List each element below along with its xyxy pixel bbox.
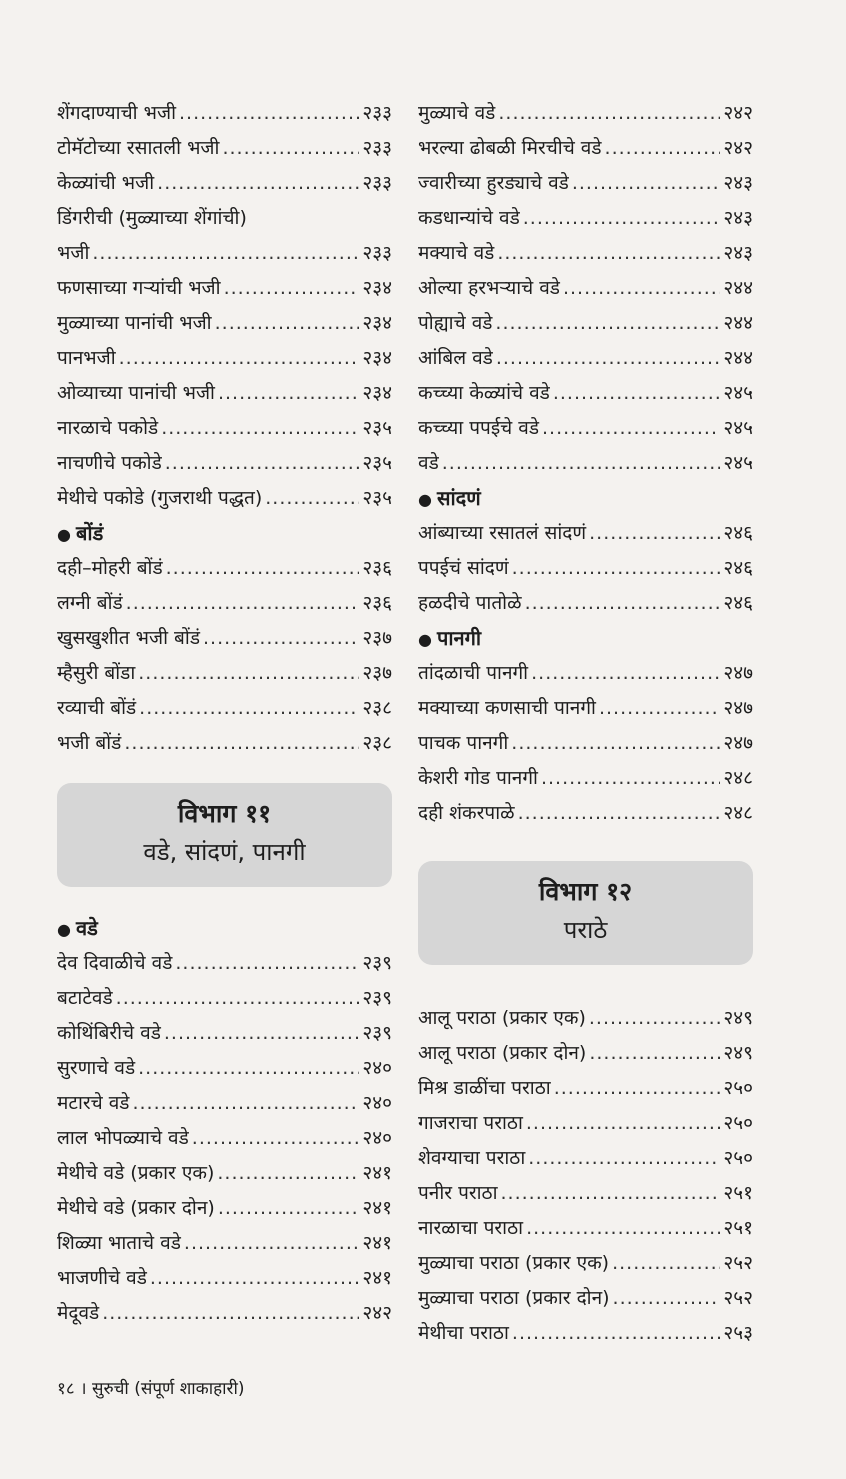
entry-page: २३७	[362, 662, 392, 684]
entry-title: खुसखुशीत भजी बोंडं	[57, 627, 200, 649]
toc-entry	[418, 446, 753, 481]
entry-title: भजी	[57, 242, 90, 264]
entry-page: २३४	[362, 382, 392, 404]
dot-leader	[265, 481, 359, 516]
entry-title: पाचक पानगी	[418, 732, 509, 754]
entry-page: २४१	[362, 1197, 392, 1219]
entry-title: मेथीचे वडे (प्रकार एक)	[57, 1162, 215, 1184]
dot-leader	[92, 236, 359, 271]
entry-page: २५०	[723, 1112, 753, 1134]
entry-page: २३६	[362, 557, 392, 579]
entry-list	[57, 551, 392, 761]
entry-page: २४१	[362, 1232, 392, 1254]
entry-title: फणसाच्या गऱ्यांची भजी	[57, 277, 221, 299]
dot-leader	[442, 446, 721, 481]
dot-leader	[138, 1051, 359, 1086]
toc-entry	[418, 1001, 753, 1036]
dot-leader	[175, 946, 359, 981]
entry-page: २५१	[723, 1217, 753, 1239]
dot-leader	[138, 656, 359, 691]
entry-list	[418, 1001, 753, 1351]
entry-page: २३८	[362, 697, 392, 719]
toc-entry	[57, 1191, 392, 1226]
entry-page: २४१	[362, 1267, 392, 1289]
entry-title: ओव्याच्या पानांची भजी	[57, 382, 215, 404]
dot-leader	[139, 691, 359, 726]
dot-leader	[572, 166, 721, 201]
dot-leader	[512, 1316, 720, 1351]
entry-title: केशरी गोड पानगी	[418, 767, 538, 789]
entry-page: २४९	[723, 1007, 753, 1029]
toc-entry	[418, 551, 753, 586]
entry-page: २४८	[723, 802, 753, 824]
entry-page: २४२	[723, 102, 753, 124]
entry-page: २३५	[362, 487, 392, 509]
entry-page: २४४	[723, 312, 753, 334]
entry-page: २४६	[723, 522, 753, 544]
section-banner	[418, 861, 753, 965]
dot-leader	[203, 621, 359, 656]
toc-entry	[418, 516, 753, 551]
entry-page: २४३	[723, 207, 753, 229]
entry-page: २४२	[723, 137, 753, 159]
entry-list	[418, 516, 753, 621]
dot-leader	[523, 201, 721, 236]
toc-entry	[418, 341, 753, 376]
entry-title: कच्च्या पपईचे वडे	[418, 417, 540, 439]
toc-entry	[57, 341, 392, 376]
entry-page: २४४	[723, 277, 753, 299]
toc-entry	[57, 1121, 392, 1156]
entry-title: हळदीचे पातोळे	[418, 592, 522, 614]
page-footer	[57, 1376, 245, 1399]
toc-entry	[418, 691, 753, 726]
section-heading: ● सांदणं	[418, 486, 481, 510]
dot-leader	[165, 446, 360, 481]
dot-leader	[528, 1141, 720, 1176]
toc-entry	[57, 946, 392, 981]
entry-page: २३३	[362, 172, 392, 194]
entry-title: पोह्याचे वडे	[418, 312, 493, 334]
entry-page: २४७	[723, 732, 753, 754]
entry-list	[57, 271, 392, 516]
toc-entry	[418, 376, 753, 411]
entry-title: गाजराचा पराठा	[418, 1112, 523, 1134]
dot-leader	[613, 1281, 721, 1316]
bullet-icon: ●	[418, 630, 432, 649]
entry-page: २५२	[723, 1252, 753, 1274]
entry-page: २३५	[362, 417, 392, 439]
entry-title: मुळ्याचा पराठा (प्रकार एक)	[418, 1252, 610, 1274]
toc-entry	[57, 1226, 392, 1261]
dot-leader	[179, 96, 359, 131]
entry-title: देव दिवाळीचे वडे	[57, 952, 173, 974]
entry-page: २४१	[362, 1162, 392, 1184]
dot-leader	[599, 691, 720, 726]
toc-entry	[57, 411, 392, 446]
footer-book-title: सुरुची (संपूर्ण शाकाहारी)	[91, 1379, 245, 1399]
entry-page: २३८	[362, 732, 392, 754]
entry-page: २३७	[362, 627, 392, 649]
entry-page: २३९	[362, 1022, 392, 1044]
dot-leader	[116, 981, 360, 1016]
entry-list	[57, 946, 392, 1331]
entry-page: २५०	[723, 1147, 753, 1169]
toc-entry	[418, 1246, 753, 1281]
entry-page: २३३	[362, 242, 392, 264]
entry-page: २४९	[723, 1042, 753, 1064]
section-banner	[57, 783, 392, 887]
dot-leader	[498, 96, 720, 131]
entry-title: नारळाचे पकोडे	[57, 417, 159, 439]
entry-title: रव्याची बोंडं	[57, 697, 137, 719]
toc-entry	[418, 761, 753, 796]
entry-title: वडे	[418, 452, 439, 474]
toc-entry	[57, 1156, 392, 1191]
toc-entry	[57, 166, 392, 201]
entry-list	[418, 96, 753, 481]
section-heading: ● पानगी	[418, 626, 482, 650]
entry-title: कोथिंबिरीचे वडे	[57, 1022, 161, 1044]
dot-leader	[511, 726, 720, 761]
toc-entry	[418, 1211, 753, 1246]
bullet-icon: ●	[57, 920, 71, 939]
dot-leader	[541, 761, 720, 796]
dot-leader	[164, 1016, 359, 1051]
entry-page: २३९	[362, 952, 392, 974]
toc-entry	[57, 481, 392, 516]
entry-page: २३४	[362, 312, 392, 334]
entry-title: दही शंकरपाळे	[418, 802, 515, 824]
toc-entry	[418, 271, 753, 306]
toc-entry	[418, 201, 753, 236]
entry-title: पपईचं सांदणं	[418, 557, 509, 579]
toc-entry	[57, 691, 392, 726]
toc-entry	[57, 621, 392, 656]
dot-leader	[150, 1261, 359, 1296]
dot-leader	[531, 656, 720, 691]
toc-entry	[418, 306, 753, 341]
entry-page: २३६	[362, 592, 392, 614]
toc-entry	[418, 796, 753, 831]
entry-page: २५०	[723, 1077, 753, 1099]
left-column	[57, 96, 392, 1331]
entry-title: आलू पराठा (प्रकार एक)	[418, 1007, 586, 1029]
toc-entry	[57, 981, 392, 1016]
footer-separator: ।	[80, 1379, 87, 1399]
dot-leader	[501, 1176, 721, 1211]
entry-page: २४७	[723, 662, 753, 684]
toc-entry	[57, 1051, 392, 1086]
entry-page: २३४	[362, 277, 392, 299]
entry-page: २३९	[362, 987, 392, 1009]
dot-leader	[161, 411, 359, 446]
entry-title: पानभजी	[57, 347, 116, 369]
toc-entry	[418, 96, 753, 131]
toc-entry	[418, 1176, 753, 1211]
toc-entry	[57, 271, 392, 306]
dot-leader	[224, 271, 360, 306]
entry-title: कडधान्यांचे वडे	[418, 207, 520, 229]
toc-entry	[418, 726, 753, 761]
toc-entry	[418, 586, 753, 621]
toc-entry	[57, 306, 392, 341]
entry-title: भाजणीचे वडे	[57, 1267, 147, 1289]
entry-page: २३४	[362, 347, 392, 369]
banner-subtitle: वडे, सांदणं, पानगी	[143, 838, 306, 866]
toc-entry	[57, 236, 392, 271]
toc-entry	[57, 131, 392, 166]
entry-title: भजी बोंडं	[57, 732, 122, 754]
dot-leader	[126, 586, 360, 621]
dot-leader	[192, 1121, 360, 1156]
entry-page: २५३	[723, 1322, 753, 1344]
dot-leader	[124, 726, 359, 761]
entry-page: २४०	[362, 1092, 392, 1114]
section-heading: ● वडे	[57, 916, 98, 940]
entry-title: तांदळाची पानगी	[418, 662, 529, 684]
entry-page: २४६	[723, 557, 753, 579]
entry-title: नारळाचा पराठा	[418, 1217, 524, 1239]
entry-title: मुळ्याच्या पानांची भजी	[57, 312, 212, 334]
dot-leader	[526, 1106, 720, 1141]
right-column	[418, 96, 753, 1351]
section-heading: ● बोंडं	[57, 521, 104, 545]
toc-entry	[418, 411, 753, 446]
toc-entry	[418, 131, 753, 166]
entry-list	[57, 96, 392, 201]
entry-page: २५२	[723, 1287, 753, 1309]
entry-title: ओल्या हरभऱ्याचे वडे	[418, 277, 560, 299]
entry-page: २४७	[723, 697, 753, 719]
toc-entry	[57, 726, 392, 761]
entry-title: मुळ्याचे वडे	[418, 102, 496, 124]
entry-title: ज्वारीच्या हुरड्याचे वडे	[418, 172, 569, 194]
entry-title: केळ्यांची भजी	[57, 172, 155, 194]
entry-title: शेंगदाण्याची भजी	[57, 102, 176, 124]
entry-title: लाल भोपळ्याचे वडे	[57, 1127, 189, 1149]
toc-entry	[418, 656, 753, 691]
toc-entry	[57, 1086, 392, 1121]
banner-subtitle: पराठे	[563, 916, 608, 944]
entry-page: २४५	[723, 382, 753, 404]
footer-page-number: १८	[57, 1379, 75, 1399]
entry-page: २४३	[723, 242, 753, 264]
dot-leader	[518, 796, 721, 831]
toc-entry	[57, 1261, 392, 1296]
dot-leader	[589, 516, 720, 551]
dot-leader	[222, 131, 359, 166]
entry-page: २४५	[723, 452, 753, 474]
entry-page: २३५	[362, 452, 392, 474]
entry-title: मेथीचा पराठा	[418, 1322, 509, 1344]
entry-page: २४०	[362, 1057, 392, 1079]
toc-entry	[418, 236, 753, 271]
entry-title: भरल्या ढोबळी मिरचीचे वडे	[418, 137, 602, 159]
dot-leader	[157, 166, 359, 201]
entry-page: २४०	[362, 1127, 392, 1149]
toc-entry	[57, 551, 392, 586]
entry-title: मिश्र डाळींचा पराठा	[418, 1077, 551, 1099]
bullet-icon: ●	[57, 525, 71, 544]
entry-page: २४३	[723, 172, 753, 194]
dot-leader	[553, 376, 721, 411]
dot-leader	[526, 1211, 720, 1246]
entry-title: मटारचे वडे	[57, 1092, 130, 1114]
entry-title: शेवग्याचा पराठा	[418, 1147, 526, 1169]
dot-leader	[554, 1071, 721, 1106]
dot-leader	[218, 376, 359, 411]
entry-title: टोमॅटोच्या रसातली भजी	[57, 137, 220, 159]
entry-page: २४४	[723, 347, 753, 369]
toc-entry	[57, 446, 392, 481]
entry-page: २४८	[723, 767, 753, 789]
entry-title: सुरणाचे वडे	[57, 1057, 136, 1079]
entry-title: मेदूवडे	[57, 1302, 100, 1324]
toc-entry	[57, 1296, 392, 1331]
toc-entry	[418, 1316, 753, 1351]
entry-title: मक्याचे वडे	[418, 242, 495, 264]
dot-leader	[605, 131, 721, 166]
toc-entry	[418, 1281, 753, 1316]
dot-leader	[217, 1156, 359, 1191]
entry-page: २४६	[723, 592, 753, 614]
dot-leader	[218, 1191, 360, 1226]
dot-leader	[215, 306, 360, 341]
entry-page: २३३	[362, 102, 392, 124]
toc-entry	[57, 1016, 392, 1051]
toc-entry	[418, 1106, 753, 1141]
bullet-icon: ●	[418, 490, 432, 509]
entry-title: आंब्याच्या रसातलं सांदणं	[418, 522, 587, 544]
entry-title: दही–मोहरी बोंडं	[57, 557, 163, 579]
toc-entry	[57, 656, 392, 691]
entry-title: पनीर पराठा	[418, 1182, 498, 1204]
entry-page: २४५	[723, 417, 753, 439]
toc-entry	[57, 96, 392, 131]
toc-entry	[418, 1036, 753, 1071]
toc-entry	[57, 201, 392, 236]
entry-title: कच्च्या केळ्यांचे वडे	[418, 382, 550, 404]
dot-leader	[589, 1036, 720, 1071]
dot-leader	[525, 586, 721, 621]
entry-title: नाचणीचे पकोडे	[57, 452, 162, 474]
entry-title: लग्नी बोंडं	[57, 592, 123, 614]
dot-leader	[563, 271, 720, 306]
entry-page: २४२	[362, 1302, 392, 1324]
entry-title: डिंगरीची (मुळ्याच्या शेंगांची)	[57, 207, 247, 229]
entry-page: २३३	[362, 137, 392, 159]
dot-leader	[132, 1086, 359, 1121]
dot-leader	[542, 411, 720, 446]
entry-title: मेथीचे वडे (प्रकार दोन)	[57, 1197, 215, 1219]
dot-leader	[512, 551, 721, 586]
entry-page: २५१	[723, 1182, 753, 1204]
dot-leader	[496, 341, 721, 376]
dot-leader	[589, 1001, 720, 1036]
toc-entry	[57, 376, 392, 411]
dot-leader	[102, 1296, 359, 1331]
dot-leader	[497, 236, 720, 271]
entry-title: शिळ्या भाताचे वडे	[57, 1232, 181, 1254]
dot-leader	[184, 1226, 359, 1261]
entry-title: आलू पराठा (प्रकार दोन)	[418, 1042, 587, 1064]
entry-title: म्हैसुरी बोंडा	[57, 662, 136, 684]
entry-list	[418, 656, 753, 831]
dot-leader	[495, 306, 720, 341]
dot-leader	[612, 1246, 720, 1281]
banner-title: विभाग ११	[177, 799, 272, 828]
toc-entry	[418, 1141, 753, 1176]
toc-entry	[418, 1071, 753, 1106]
toc-entry	[57, 586, 392, 621]
dot-leader	[119, 341, 360, 376]
banner-title: विभाग १२	[538, 877, 633, 906]
toc-entry	[418, 166, 753, 201]
entry-title: मेथीचे पकोडे (गुजराथी पद्धत)	[57, 487, 263, 509]
entry-title: मक्याच्या कणसाची पानगी	[418, 697, 596, 719]
entry-title: मुळ्याचा पराठा (प्रकार दोन)	[418, 1287, 610, 1309]
dot-leader	[166, 551, 360, 586]
entry-title: आंबिल वडे	[418, 347, 493, 369]
entry-title: बटाटेवडे	[57, 987, 113, 1009]
